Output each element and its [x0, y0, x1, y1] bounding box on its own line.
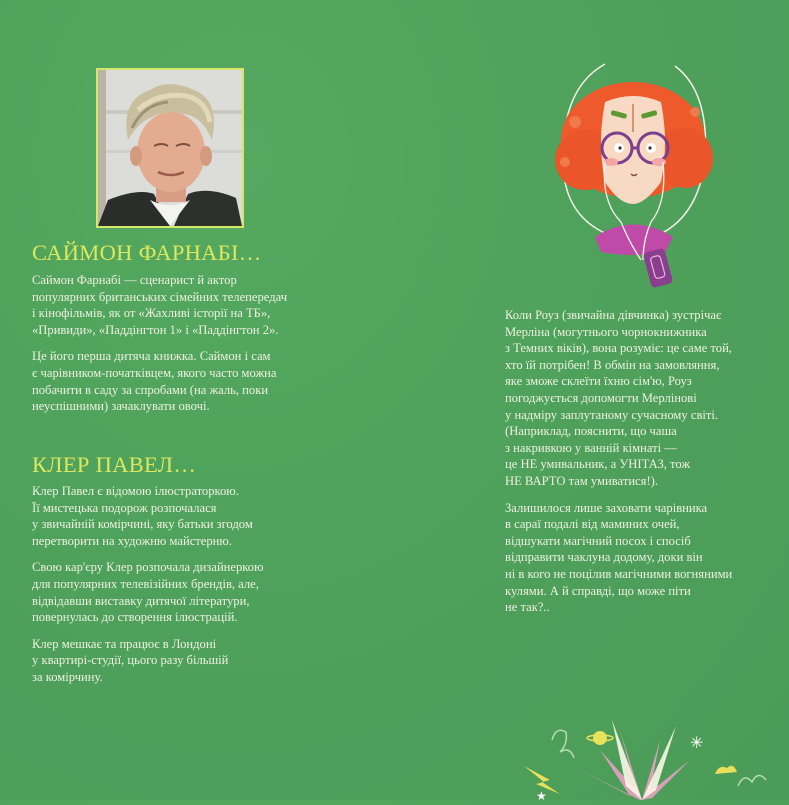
text-line: в сараї подалі від маминих очей,: [505, 517, 680, 532]
text-line: це НЕ умивальник, а УНІТАЗ, тож: [505, 457, 691, 472]
illustrator-bio: [32, 483, 264, 686]
author-portrait-illustration: [98, 70, 242, 226]
text-line: Мерліна (могутнього чорнокнижника: [505, 324, 707, 339]
text-line: «Привиди», «Паддінгтон 1» і «Паддінгтон 2».: [32, 322, 279, 337]
text-line: відправити чаклуна додому, доки він: [505, 550, 703, 565]
text-line: Свою кар'єру Клер розпочала дизайнеркою: [32, 560, 264, 575]
text-line: (Наприклад, пояснити, що чаша: [505, 424, 677, 439]
illustrator-bio-paragraph-3: [32, 636, 264, 686]
illustrator-bio-paragraph-2: [32, 559, 264, 625]
girl-with-headphones-illustration: [545, 62, 720, 292]
text-line: Клер Павел є відомою ілюстраторкою.: [32, 484, 239, 498]
text-line: перетворити на художню майстерню.: [32, 533, 232, 548]
book-synopsis: [505, 307, 732, 616]
text-line: НЕ ВАРТО там умиватися!).: [505, 473, 658, 488]
text-line: відвідавши виставку дитячої літератури,: [32, 593, 250, 608]
text-line: погоджується допомогти Мерлінові: [505, 390, 697, 405]
text-line: побачити в саду за спробами (на жаль, поки: [32, 382, 269, 397]
text-line: за комірчину.: [32, 669, 103, 684]
author-bio-paragraph-1: [32, 272, 287, 338]
text-line: у надміру заплутаному сучасному світі.: [505, 407, 719, 422]
text-line: Саймон Фарнабі — сценарист й актор: [32, 273, 237, 287]
magic-burst-illustration: [500, 700, 789, 800]
illustrator-bio-paragraph-1: [32, 483, 264, 549]
author-bio-paragraph-2: [32, 348, 287, 414]
text-line: Її мистецька подорож розпочалася: [32, 500, 217, 515]
sparkle-explosion-icon: [500, 700, 789, 800]
text-line: є чарівником-початківцем, якого часто можна: [32, 365, 277, 380]
text-line: для популярних телевізійних брендів, але,: [32, 576, 259, 591]
text-line: кулями. А й справді, що може піти: [505, 583, 691, 598]
author-heading: САЙМОН ФАРНАБІ…: [32, 240, 262, 265]
text-line: неуспішними) зачаклувати овочі.: [32, 399, 210, 414]
text-line: Це його перша дитяча книжка. Саймон і сам: [32, 349, 271, 364]
text-line: відшукати магічний посох і спосіб: [505, 533, 691, 548]
text-line: і кінофільмів, як от «Жахливі історії на ТБ»,: [32, 306, 271, 321]
synopsis-paragraph-1: [505, 307, 732, 490]
text-line: з Темних віків), вона розуміє: це саме той,: [505, 341, 732, 356]
author-bio: [32, 272, 287, 415]
text-line: у звичайній комірчині, яку батьки згодом: [32, 517, 253, 532]
synopsis-paragraph-2: [505, 500, 732, 616]
text-line: не так?..: [505, 600, 550, 615]
svg-text:★: ★: [536, 789, 547, 800]
illustrator-heading: КЛЕР ПАВЕЛ…: [32, 452, 197, 477]
text-line: яке зможе склеїти їхню сім'ю, Роуз: [505, 374, 692, 389]
text-line: з накривкою у ванній кімнаті —: [505, 440, 677, 455]
svg-text:✳: ✳: [690, 733, 704, 752]
text-line: повернулась до створення ілюстрацій.: [32, 610, 238, 625]
text-line: Клер мешкає та працює в Лондоні: [32, 636, 217, 651]
girl-icon: [545, 62, 720, 292]
author-photo: [96, 68, 244, 228]
text-line: ні в кого не поцілив магічними вогняними: [505, 566, 733, 581]
text-line: хто їй потрібен! В обмін на замовляння,: [505, 357, 720, 372]
text-line: популярних британських сімейних телепередач: [32, 289, 288, 304]
text-line: Коли Роуз (звичайна дівчинка) зустрічає: [505, 308, 722, 322]
text-line: у квартирі-студії, цього разу більшій: [32, 653, 229, 668]
text-line: Залишилося лише заховати чарівника: [505, 500, 708, 515]
